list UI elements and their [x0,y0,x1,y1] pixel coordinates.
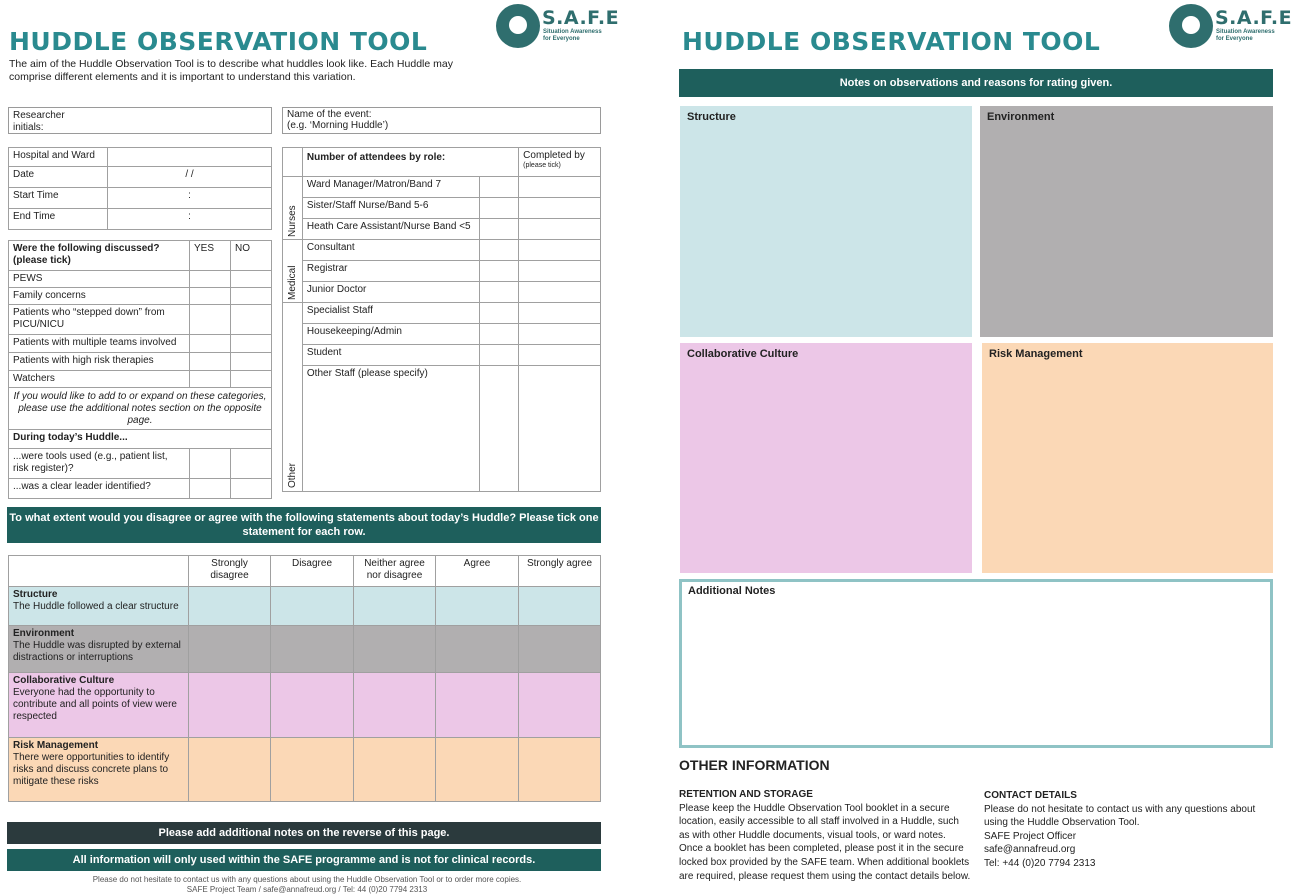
info-table: Hospital and Ward Date / / Start Time : End Time : [8,147,272,230]
yes-checkbox[interactable] [190,271,231,288]
completed-checkbox[interactable] [519,261,601,282]
environment-notes-area[interactable]: Environment [980,106,1273,337]
additional-notes-hint: If you would like to add to or expand on these categories, please use the additional notes section on the opposite page. [9,388,272,430]
rating-cell[interactable] [436,673,519,738]
statement-row-environment: Environment The Huddle was disrupted by external distractions or interruptions [9,626,601,673]
rating-cell[interactable] [354,587,436,626]
agree-banner: To what extent would you disagree or agree with the following statements about today’s Huddle? Please tick one statement for each row. [7,507,601,543]
attendees-table: Number of attendees by role: Completed by (please tick) Nurses Ward Manager/Matron/Band 7 Sister/Staff Nurse/Band 5-6 Heath Care Assistant/Nurse Band <5 Medical Consultant Registrar Junior Doctor Other Specialist Staff Housekeeping/Admin Student Other Staff (please specify) [282,147,601,492]
additional-notes-area[interactable]: Additional Notes [679,579,1273,748]
yes-checkbox[interactable] [190,353,231,371]
rating-cell[interactable] [436,587,519,626]
count-field[interactable] [480,198,519,219]
rating-cell[interactable] [519,587,601,626]
risk-management-notes-area[interactable]: Risk Management [982,343,1273,573]
completed-checkbox[interactable] [519,345,601,366]
count-field[interactable] [480,219,519,240]
yes-checkbox[interactable] [190,288,231,305]
completed-checkbox[interactable] [519,177,601,198]
completed-checkbox[interactable] [519,303,601,324]
footer-line-1: Please do not hesitate to contact us with any questions about using the Huddle Observation Tool or to order more copies. [92,875,522,884]
agreement-table: Strongly disagree Disagree Neither agree nor disagree Agree Strongly agree Structure The Huddle followed a clear structure Environment The Huddle was disrupted by external distractions or interruptions Collaborative Culture Everyone had the opportunity to contribute and all points of view were respected Risk Management There were opportunities to identify risks and discuss concrete plans to mitigate these risks [8,555,601,802]
statement-row-risk-management: Risk Management There were opportunities to identify risks and discuss concrete plans to mitigate these risks [9,738,601,802]
statement-row-structure: Structure The Huddle followed a clear structure [9,587,601,626]
count-field[interactable] [480,345,519,366]
rating-cell[interactable] [271,738,354,802]
rating-cell[interactable] [354,626,436,673]
count-field[interactable] [480,282,519,303]
group-label: Medical [283,240,303,303]
rating-cell[interactable] [189,673,271,738]
no-checkbox[interactable] [231,335,272,353]
completed-checkbox[interactable] [519,366,601,492]
rating-cell[interactable] [354,738,436,802]
no-checkbox[interactable] [231,305,272,335]
heart-icon [1169,4,1213,48]
rating-cell[interactable] [436,738,519,802]
count-field[interactable] [480,240,519,261]
discussed-table: Were the following discussed? (please tick) YES NO PEWS Family concerns Patients who “stepped down” from PICU/NICU Patients with multiple teams involved Patients with high risk therapies Watchers If you would like to add to or expand on these categories, please use the additional notes section on the opposite page. During today’s Huddle... ...were tools used (e.g., patient list, risk register)? ...was a clear leader identified? [8,240,272,499]
completed-checkbox[interactable] [519,198,601,219]
rating-cell[interactable] [519,626,601,673]
event-name-field[interactable]: Name of the event: (e.g. ‘Morning Huddle’) [282,107,601,134]
other-info-heading: OTHER INFORMATION [679,757,830,773]
completed-checkbox[interactable] [519,219,601,240]
no-checkbox[interactable] [231,449,272,479]
completed-checkbox[interactable] [519,282,601,303]
rating-cell[interactable] [354,673,436,738]
rating-cell[interactable] [271,626,354,673]
contact-email-link[interactable]: safe@annafreud.org [984,844,1076,856]
page-title: HUDDLE OBSERVATION TOOL [9,27,428,56]
contact-section: CONTACT DETAILS Please do not hesitate to contact us with any questions about using the Huddle Observation Tool. SAFE Project Officer safe@annafreud.org Tel: +44 (0)20 7794 2313 [984,789,1274,871]
no-checkbox[interactable] [231,288,272,305]
count-field[interactable] [480,261,519,282]
yes-checkbox[interactable] [190,305,231,335]
count-field[interactable] [480,303,519,324]
info-bar: All information will only used within the SAFE programme and is not for clinical records. [7,849,601,871]
safe-logo: S.A.F.E Situation Awareness for Everyone [496,4,600,48]
rating-cell[interactable] [271,673,354,738]
notes-reverse-bar: Please add additional notes on the reverse of this page. [7,822,601,844]
statement-row-collaborative-culture: Collaborative Culture Everyone had the opportunity to contribute and all points of view were respected [9,673,601,738]
no-checkbox[interactable] [231,353,272,371]
structure-notes-area[interactable]: Structure [680,106,972,337]
rating-cell[interactable] [189,738,271,802]
no-checkbox[interactable] [231,271,272,288]
rating-cell[interactable] [189,626,271,673]
completed-checkbox[interactable] [519,240,601,261]
safe-logo: S.A.F.E Situation Awareness for Everyone [1169,4,1273,48]
rating-cell[interactable] [436,626,519,673]
date-field[interactable]: / / [108,167,272,188]
page-title: HUDDLE OBSERVATION TOOL [682,27,1101,56]
group-label: Other [283,303,303,492]
notes-banner: Notes on observations and reasons for rating given. [679,69,1273,97]
no-checkbox[interactable] [231,479,272,499]
rating-cell[interactable] [519,738,601,802]
intro-text: The aim of the Huddle Observation Tool is to describe what huddles look like. Each Huddle may comprise different elements and it is important to understand this variation. [9,58,453,83]
yes-checkbox[interactable] [190,449,231,479]
count-field[interactable] [480,177,519,198]
start-time-field[interactable]: : [108,188,272,209]
yes-checkbox[interactable] [190,335,231,353]
count-field[interactable] [480,366,519,492]
collaborative-culture-notes-area[interactable]: Collaborative Culture [680,343,972,573]
heart-icon [496,4,540,48]
rating-cell[interactable] [189,587,271,626]
rating-cell[interactable] [271,587,354,626]
no-checkbox[interactable] [231,371,272,388]
yes-checkbox[interactable] [190,479,231,499]
footer-line-2: SAFE Project Team / safe@annafreud.org / Tel: 44 (0)20 7794 2313 [186,885,428,894]
end-time-field[interactable]: : [108,209,272,230]
hospital-ward-field[interactable] [108,148,272,167]
rating-cell[interactable] [519,673,601,738]
yes-checkbox[interactable] [190,371,231,388]
completed-checkbox[interactable] [519,324,601,345]
retention-section: RETENTION AND STORAGE Please keep the Huddle Observation Tool booklet in a secure location, easily accessible to all staff involved in a Huddle, such as with other Huddle documents, visual tools, or ward notes. Once a booklet has been completed, please post it in the secure locked box provided by the SAFE team. When additional booklets are required, please request them using the contact details below. [679,789,971,882]
researcher-initials-field[interactable]: Researcher initials: [8,107,272,134]
group-label: Nurses [283,177,303,240]
count-field[interactable] [480,324,519,345]
